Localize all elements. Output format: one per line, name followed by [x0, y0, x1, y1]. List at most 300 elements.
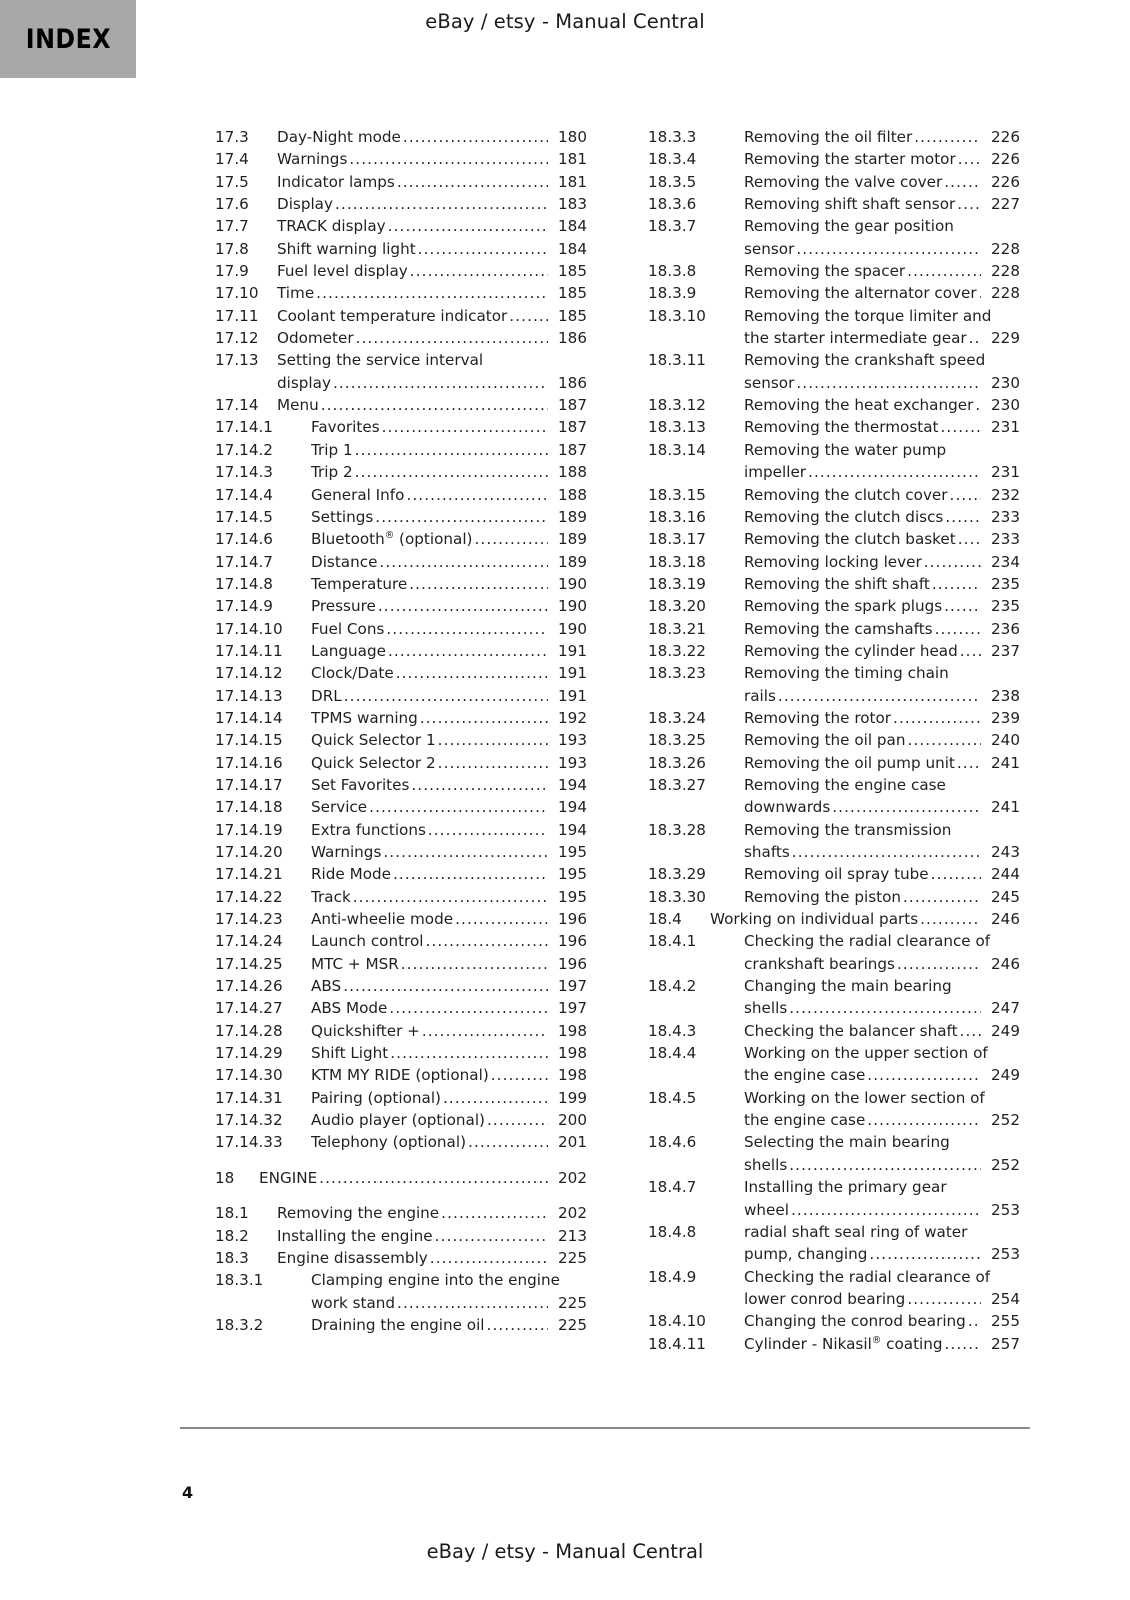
toc-entry[interactable] — [215, 997, 587, 1019]
toc-entry-page: 189 — [558, 552, 587, 571]
toc-entry-label: Track — [311, 887, 351, 906]
toc-entry-number: 17.14.28 — [215, 1021, 283, 1040]
toc-entry-page: 226 — [991, 150, 1020, 169]
toc-entry[interactable] — [648, 707, 1020, 729]
toc-leader-dots — [349, 148, 548, 170]
toc-entry-page: 228 — [991, 284, 1020, 303]
toc-entry-title — [311, 1109, 587, 1131]
toc-entry-page: 193 — [558, 731, 587, 750]
toc-entry[interactable] — [215, 551, 587, 573]
toc-leader-dots — [428, 819, 548, 841]
toc-entry[interactable] — [215, 1087, 587, 1109]
toc-entry-title — [311, 707, 587, 729]
toc-entry[interactable] — [648, 975, 1020, 1020]
toc-entry-label: Menu — [277, 396, 319, 415]
toc-entry-page: 184 — [558, 217, 587, 236]
toc-entry-line — [277, 1202, 587, 1224]
toc-entry-number: 17.14.11 — [215, 641, 283, 660]
toc-entry[interactable] — [648, 528, 1020, 550]
toc-entry[interactable] — [648, 1176, 1020, 1221]
toc-entry-label: Temperature — [311, 574, 408, 593]
toc-entry[interactable] — [648, 595, 1020, 617]
toc-leader-dots — [979, 282, 981, 304]
toc-entry-line — [744, 171, 1020, 193]
toc-entry-number: 18.4.2 — [648, 977, 697, 996]
toc-leader-dots — [791, 1199, 981, 1221]
toc-entry-title — [277, 394, 587, 416]
toc-entry-page: 199 — [558, 1088, 587, 1107]
toc-entry[interactable] — [215, 863, 587, 885]
toc-entry-line — [744, 349, 1020, 371]
toc-entry[interactable] — [215, 573, 587, 595]
toc-entry-number: 18.3.4 — [648, 150, 697, 169]
toc-entry-label: TPMS warning — [311, 708, 418, 727]
toc-entry-line — [311, 1109, 587, 1131]
toc-entry-number: 17.14.19 — [215, 820, 283, 839]
toc-entry[interactable] — [215, 1064, 587, 1086]
toc-entry-line — [277, 171, 587, 193]
toc-entry-page: 194 — [558, 798, 587, 817]
toc-entry[interactable] — [215, 1202, 587, 1224]
toc-entry[interactable] — [215, 416, 587, 438]
toc-entry-number: 18.4.10 — [648, 1312, 706, 1331]
toc-entry-label: Working on individual parts — [710, 910, 919, 929]
toc-entry[interactable] — [215, 484, 587, 506]
toc-entry-number: 18.3.1 — [215, 1271, 264, 1290]
toc-entry[interactable] — [215, 953, 587, 975]
toc-entry-title — [744, 171, 1020, 193]
toc-entry-line — [744, 327, 1020, 349]
toc-entry[interactable] — [215, 1269, 587, 1314]
toc-leader-dots — [957, 752, 981, 774]
toc-entry-page: 181 — [558, 150, 587, 169]
toc-entry-label: Fuel Cons — [311, 619, 385, 638]
toc-entry-line — [277, 282, 587, 304]
toc-entry-label: Checking the radial clearance of — [744, 1267, 991, 1286]
toc-entry-number: 18.3.2 — [215, 1315, 264, 1334]
toc-entry-line — [277, 1225, 587, 1247]
toc-leader-dots — [335, 193, 548, 215]
toc-entry-title — [311, 1314, 587, 1336]
toc-entry[interactable] — [215, 1109, 587, 1131]
toc-entry[interactable] — [215, 1131, 587, 1153]
toc-entry-title — [311, 1269, 587, 1314]
toc-entry-line — [277, 372, 587, 394]
toc-entry[interactable] — [215, 908, 587, 930]
toc-entry[interactable] — [215, 841, 587, 863]
toc-entry-line — [744, 1266, 1020, 1288]
toc-entry[interactable] — [648, 886, 1020, 908]
toc-entry-number: 17.14.22 — [215, 887, 283, 906]
toc-entry[interactable] — [648, 1131, 1020, 1176]
toc-entry-line — [744, 484, 1020, 506]
toc-entry[interactable] — [648, 506, 1020, 528]
toc-entry-line — [744, 126, 1020, 148]
toc-entry-line — [744, 997, 1020, 1019]
toc-entry-line — [311, 841, 587, 863]
toc-entry-line — [744, 595, 1020, 617]
toc-entry-number: 18.3.15 — [648, 485, 706, 504]
toc-leader-dots — [907, 260, 981, 282]
toc-entry[interactable] — [215, 238, 587, 260]
toc-entry[interactable] — [215, 1247, 587, 1269]
toc-entry[interactable] — [648, 662, 1020, 707]
toc-leader-dots — [960, 1020, 981, 1042]
toc-entry-label: Audio player (optional) — [311, 1111, 485, 1130]
toc-entry[interactable] — [648, 416, 1020, 438]
toc-leader-dots — [396, 662, 548, 684]
toc-entry-number: 17.14.26 — [215, 977, 283, 996]
toc-entry-line — [744, 1310, 1020, 1332]
toc-entry-line — [710, 908, 1020, 930]
toc-entry-line — [311, 416, 587, 438]
toc-entry-page: 243 — [991, 843, 1020, 861]
toc-entry[interactable] — [648, 908, 1020, 930]
toc-entry-number: 17.14.29 — [215, 1044, 283, 1063]
toc-entry-number: 18.3.29 — [648, 865, 706, 884]
toc-entry-page: 225 — [558, 1248, 587, 1267]
toc-entry-label: Removing the torque limiter and — [744, 306, 992, 325]
toc-entry-title — [744, 260, 1020, 282]
toc-entry[interactable] — [648, 1221, 1020, 1266]
toc-entry-title — [744, 1266, 1020, 1311]
toc-leader-dots — [931, 863, 981, 885]
toc-entry-title — [311, 819, 587, 841]
toc-entry-number: 17.4 — [215, 150, 249, 169]
toc-entry-page: 191 — [558, 641, 587, 660]
toc-entry[interactable] — [215, 1225, 587, 1247]
toc-entry-number: 17.14.8 — [215, 574, 273, 593]
toc-leader-dots — [386, 618, 548, 640]
toc-entry-number: 17.14.15 — [215, 731, 283, 750]
toc-entry-label: Warnings — [311, 843, 382, 861]
toc-leader-dots — [907, 1288, 981, 1310]
toc-entry[interactable] — [215, 1167, 587, 1189]
toc-entry-page: 196 — [558, 954, 587, 973]
toc-entry[interactable] — [648, 148, 1020, 170]
toc-entry-page: 189 — [558, 530, 587, 549]
toc-entry-number: 18.2 — [215, 1226, 249, 1245]
toc-entry[interactable] — [215, 193, 587, 215]
toc-entry-number: 18.4.6 — [648, 1133, 697, 1152]
toc-entry[interactable] — [215, 640, 587, 662]
toc-entry-number: 17.14.5 — [215, 507, 273, 526]
toc-leader-dots — [957, 193, 981, 215]
toc-entry-label: Shift warning light — [277, 239, 416, 258]
toc-entry-page: 225 — [558, 1293, 587, 1312]
toc-entry[interactable] — [215, 126, 587, 148]
toc-entry[interactable] — [648, 774, 1020, 819]
toc-entry-label: sensor — [744, 373, 795, 392]
toc-entry[interactable] — [648, 1333, 1020, 1355]
toc-entry-number: 17.14.18 — [215, 798, 283, 817]
toc-entry-number: 18.3.14 — [648, 440, 706, 459]
toc-entry-label: Removing the spark plugs — [744, 597, 943, 616]
toc-entry-number: 18.3.5 — [648, 172, 697, 191]
toc-entry[interactable] — [648, 551, 1020, 573]
toc-entry[interactable] — [215, 819, 587, 841]
toc-entry-page: 190 — [558, 619, 587, 638]
toc-entry-number: 17.14.13 — [215, 686, 283, 705]
toc-entry-line — [311, 1314, 587, 1336]
toc-entry[interactable] — [215, 327, 587, 349]
toc-entry[interactable] — [215, 975, 587, 997]
toc-entry-number: 17.14.16 — [215, 753, 283, 772]
toc-entry[interactable] — [215, 148, 587, 170]
toc-entry-label: Removing the engine case — [744, 775, 946, 794]
toc-entry-page: 187 — [558, 418, 587, 437]
toc-entry-title — [311, 461, 587, 483]
toc-entry-label: Quickshifter + — [311, 1021, 420, 1040]
toc-entry[interactable] — [215, 305, 587, 327]
toc-entry[interactable] — [215, 685, 587, 707]
toc-leader-dots — [388, 640, 548, 662]
toc-leader-dots — [369, 796, 548, 818]
toc-entry-label: Extra functions — [311, 820, 426, 839]
toc-entry-page: 185 — [558, 306, 587, 325]
toc-entry-line — [744, 618, 1020, 640]
toc-entry-line — [311, 685, 587, 707]
toc-entry[interactable] — [648, 863, 1020, 885]
toc-entry-line — [277, 305, 587, 327]
toc-entry[interactable] — [215, 707, 587, 729]
toc-leader-dots — [397, 171, 548, 193]
toc-entry[interactable] — [648, 215, 1020, 260]
toc-entry[interactable] — [648, 930, 1020, 975]
toc-entry[interactable] — [215, 461, 587, 483]
toc-entry[interactable] — [648, 819, 1020, 864]
toc-entry[interactable] — [648, 260, 1020, 282]
toc-entry-label: sensor — [744, 239, 795, 258]
toc-entry-title — [311, 1131, 587, 1153]
toc-entry-line — [744, 282, 1020, 304]
toc-entry[interactable] — [648, 439, 1020, 484]
toc-entry-label: Removing the valve cover — [744, 172, 943, 191]
toc-entry-page: 186 — [558, 329, 587, 348]
toc-entry-line — [744, 796, 1020, 818]
toc-entry[interactable] — [215, 886, 587, 908]
toc-entry-label: Changing the conrod bearing — [744, 1312, 966, 1331]
toc-entry[interactable] — [648, 126, 1020, 148]
toc-entry[interactable] — [648, 484, 1020, 506]
toc-entry[interactable] — [648, 171, 1020, 193]
toc-entry-page: 244 — [991, 865, 1020, 884]
toc-entry[interactable] — [648, 752, 1020, 774]
toc-entry-page: 213 — [558, 1226, 587, 1245]
toc-entry[interactable] — [648, 394, 1020, 416]
toc-entry-page: 195 — [558, 887, 587, 906]
toc-entry-number: 18.4.5 — [648, 1088, 697, 1107]
toc-entry-page: 240 — [991, 731, 1020, 750]
toc-entry[interactable] — [215, 394, 587, 416]
toc-entry-title — [277, 349, 587, 394]
toc-entry-title — [744, 819, 1020, 864]
toc-leader-dots — [375, 506, 548, 528]
toc-entry[interactable] — [215, 1314, 587, 1336]
toc-entry-line — [744, 685, 1020, 707]
toc-entry-label: Removing the water pump — [744, 440, 947, 459]
toc-leader-dots — [438, 729, 548, 751]
toc-entry-number: 18.4.3 — [648, 1021, 697, 1040]
toc-entry-line — [744, 774, 1020, 796]
toc-entry-page: 232 — [991, 485, 1020, 504]
toc-entry[interactable] — [648, 305, 1020, 350]
toc-leader-dots — [945, 506, 981, 528]
toc-entry-line — [311, 1131, 587, 1153]
toc-entry[interactable] — [215, 752, 587, 774]
toc-entry[interactable] — [215, 662, 587, 684]
toc-entry-label: Changing the main bearing — [744, 977, 952, 996]
toc-leader-dots — [321, 394, 548, 416]
toc-entry-number: 17.5 — [215, 172, 249, 191]
toc-entry-page: 187 — [558, 396, 587, 415]
toc-entry-title — [744, 1087, 1020, 1132]
toc-entry-title — [311, 573, 587, 595]
toc-entry[interactable] — [215, 171, 587, 193]
toc-entry-page: 191 — [558, 664, 587, 683]
toc-entry[interactable] — [648, 618, 1020, 640]
toc-entry-title — [311, 1064, 587, 1086]
toc-entry[interactable] — [648, 193, 1020, 215]
toc-entry-title — [744, 506, 1020, 528]
toc-entry-title — [311, 685, 587, 707]
toc-entry[interactable] — [648, 729, 1020, 751]
toc-entry-title — [311, 729, 587, 751]
toc-entry-title — [744, 215, 1020, 260]
toc-entry-label: Checking the radial clearance of — [744, 932, 991, 951]
toc-entry-label: Service — [311, 798, 368, 817]
toc-entry[interactable] — [648, 282, 1020, 304]
toc-entry-line — [311, 1269, 587, 1291]
toc-entry-line — [744, 1154, 1020, 1176]
toc-entry-line — [744, 1288, 1020, 1310]
toc-entry[interactable] — [215, 796, 587, 818]
toc-entry-number: 17.14.30 — [215, 1066, 283, 1085]
toc-entry[interactable] — [648, 1310, 1020, 1332]
toc-entry-line — [744, 640, 1020, 662]
toc-entry-number: 18.3.6 — [648, 195, 697, 214]
toc-entry-number: 18.4 — [648, 910, 682, 929]
toc-entry-label: wheel — [744, 1200, 789, 1219]
toc-entry-title — [744, 975, 1020, 1020]
toc-leader-dots — [932, 573, 981, 595]
toc-entry-label: Clamping engine into the engine — [311, 1271, 560, 1290]
toc-entry-number: 17.12 — [215, 329, 259, 348]
toc-entry[interactable] — [215, 215, 587, 237]
toc-entry-page: 252 — [991, 1111, 1020, 1130]
toc-entry[interactable] — [648, 1042, 1020, 1087]
toc-entry-title — [744, 528, 1020, 550]
toc-entry[interactable] — [215, 930, 587, 952]
toc-leader-dots — [893, 707, 981, 729]
toc-entry-line — [277, 238, 587, 260]
toc-entry[interactable] — [215, 349, 587, 394]
toc-entry-label: Trip 1 — [311, 440, 353, 459]
footer-divider — [180, 1427, 1030, 1429]
toc-entry-number: 17.9 — [215, 262, 249, 281]
toc-column-left — [215, 126, 587, 1336]
toc-entry-label: the engine case — [744, 1066, 866, 1085]
toc-entry-number: 18.4.4 — [648, 1044, 697, 1063]
toc-entry-page: 181 — [558, 172, 587, 191]
toc-entry[interactable] — [648, 1087, 1020, 1132]
toc-entry-label: Removing the piston — [744, 887, 901, 906]
toc-entry-label: Pressure — [311, 597, 376, 616]
toc-entry-title — [311, 930, 587, 952]
toc-entry-label: Removing the rotor — [744, 708, 892, 727]
toc-entry-page: 194 — [558, 775, 587, 794]
toc-entry-number: 18.3.20 — [648, 597, 706, 616]
toc-leader-dots — [950, 484, 981, 506]
toc-entry-label: Coolant temperature indicator — [277, 306, 508, 325]
toc-entry-title — [744, 1221, 1020, 1266]
toc-leader-dots — [353, 886, 548, 908]
toc-entry-number: 17.8 — [215, 239, 249, 258]
toc-entry[interactable] — [215, 282, 587, 304]
toc-entry[interactable] — [215, 1020, 587, 1042]
toc-leader-dots — [378, 595, 548, 617]
toc-entry-number: 17.14.20 — [215, 843, 283, 861]
toc-entry[interactable] — [215, 729, 587, 751]
toc-entry-number: 17.14.31 — [215, 1088, 283, 1107]
toc-entry[interactable] — [648, 349, 1020, 394]
toc-entry[interactable] — [215, 618, 587, 640]
toc-entry-title — [277, 282, 587, 304]
toc-entry-number: 17.3 — [215, 128, 249, 146]
toc-entry-page: 189 — [558, 507, 587, 526]
toc-entry[interactable] — [215, 1042, 587, 1064]
toc-leader-dots — [441, 1202, 548, 1224]
toc-leader-dots — [468, 1131, 548, 1153]
toc-entry-line — [311, 886, 587, 908]
toc-entry-title — [744, 1310, 1020, 1332]
toc-entry-label: Quick Selector 1 — [311, 731, 436, 750]
toc-entry-line — [744, 863, 1020, 885]
toc-entry-label: Indicator lamps — [277, 172, 395, 191]
page-header — [0, 0, 1130, 78]
toc-entry[interactable] — [215, 528, 587, 550]
toc-entry[interactable] — [648, 1020, 1020, 1042]
toc-entry-title — [311, 1087, 587, 1109]
toc-entry[interactable] — [215, 439, 587, 461]
toc-entry[interactable] — [215, 260, 587, 282]
toc-entry-title — [277, 1202, 587, 1224]
toc-entry-label: Time — [277, 284, 315, 303]
toc-entry[interactable] — [648, 640, 1020, 662]
toc-leader-dots — [319, 1167, 548, 1189]
toc-entry[interactable] — [215, 506, 587, 528]
toc-entry-line — [311, 1020, 587, 1042]
toc-entry[interactable] — [648, 1266, 1020, 1311]
toc-entry-label: Working on the lower section of — [744, 1088, 985, 1107]
toc-entry[interactable] — [648, 573, 1020, 595]
toc-entry-line — [311, 997, 587, 1019]
toc-entry[interactable] — [215, 774, 587, 796]
toc-entry-label: Settings — [311, 507, 374, 526]
toc-entry-number: 17.7 — [215, 217, 249, 236]
toc-entry-line — [744, 394, 1020, 416]
toc-entry-page: 195 — [558, 843, 587, 861]
toc-entry[interactable] — [215, 595, 587, 617]
toc-leader-dots — [410, 260, 548, 282]
toc-leader-dots — [356, 327, 548, 349]
toc-leader-dots — [420, 707, 548, 729]
toc-leader-dots — [438, 752, 548, 774]
toc-entry-line — [277, 193, 587, 215]
toc-entry-title — [744, 1042, 1020, 1087]
toc-entry-label: Favorites — [311, 418, 380, 437]
toc-leader-dots — [430, 1247, 548, 1269]
